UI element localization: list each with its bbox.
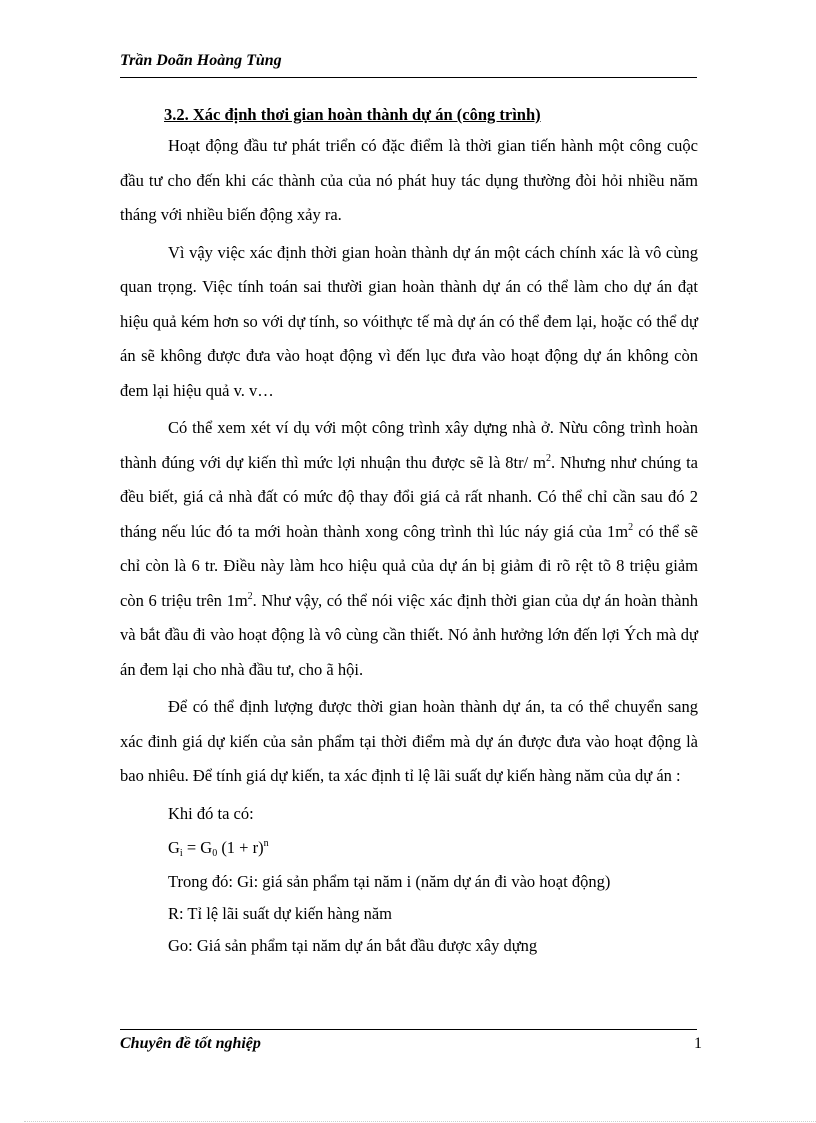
page-edge-divider xyxy=(24,1121,816,1122)
paragraph-3 xyxy=(120,411,698,687)
paragraph-3-part-b: . Nhưng như chúng ta đều biết, giá cả nhà đất có mức độ thay đổi giá cả rất nhanh. Có thể chỉ cần sau đó 2 tháng nếu lúc đó ta mới hoàn thành xong công trình thì lúc náy giá của 1m xyxy=(120,452,698,541)
formula-sub-i: i xyxy=(179,848,183,859)
paragraph-3-part-c: có thể sẽ chỉ còn là 6 tr. Điều này làm hco hiệu quả của dự án bị giảm đi rõ rệt tõ 8 triệu giảm còn 6 triệu trên 1m xyxy=(120,521,698,610)
paragraph-1: Hoạt động đầu tư phát triển có đặc điểm là thời gian tiến hành một công cuộc đầu tư cho đến khi các thành của của nó phát huy tác dụng thường đòi hỏi nhiều năm tháng với nhiều biến động xảy ra. xyxy=(120,136,698,224)
paragraph-3-part-a: Có thể xem xét ví dụ với một công trình xây dựng nhà ở. Nừu công trình hoàn thành đúng với dự kiến thì mức lợi nhuận thu được sẽ là 8tr/ m xyxy=(120,418,698,472)
superscript-square: 2 xyxy=(545,452,551,464)
footer-title: Chuyên đề tốt nghiệp xyxy=(120,1035,261,1052)
formula-intro: Khi đó ta có: xyxy=(168,803,254,823)
formula-sup-n: n xyxy=(263,838,269,849)
formula-eq: = G xyxy=(182,838,213,857)
paragraph-4: Để có thể định lượng được thời gian hoàn thành dự án, ta có thể chuyển sang xác đinh giá dự kiến của sản phẩm tại thời điểm mà dự án được đưa vào hoạt động là bao nhiêu. Để tính giá dự kiến, ta xác định tỉ lệ lãi suất dự kiến hàng năm của dự án : xyxy=(120,697,698,785)
formula-sub-0: 0 xyxy=(212,848,218,859)
running-header-author: Trần Doãn Hoàng Tùng xyxy=(120,52,282,69)
superscript-square: 2 xyxy=(247,590,253,602)
page-body xyxy=(120,102,698,962)
definition-go: Go: Giá sản phẩm tại năm dự án bắt đầu được xây dựng xyxy=(168,935,538,955)
footer-rule xyxy=(120,1029,697,1030)
definition-r: R: Tỉ lệ lãi suất dự kiến hàng năm xyxy=(168,903,393,923)
formula xyxy=(168,831,698,866)
paragraph-2: Vì vậy việc xác định thời gian hoàn thành dự án một cách chính xác là vô cùng quan trọng. Việc tính toán sai thười gian hoàn thành dự án có thể làm cho dự án đạt hiệu quả kém hơn so với dự tính, so vóithực tế mà dự án có thể đem lại, hoặc có thể dự án sẽ không được đưa vào hoạt động vì đến lục đưa vào hoạt động dự án không còn đem lại hiệu quả v. v… xyxy=(120,242,698,400)
section-heading: 3.2. Xác định thơi gian hoàn thành dự án (công trình) xyxy=(164,105,541,124)
formula-g: G xyxy=(168,838,180,857)
page-number: 1 xyxy=(694,1035,702,1052)
superscript-square: 2 xyxy=(628,521,634,533)
paragraph-3-part-d: . Như vậy, có thể nói việc xác định thời gian của dự án hoàn thành và bắt đầu đi vào hoạt động là vô cùng cần thiết. Nó ảnh hưởng lớn đến lợi Ých mà dự án đem lại cho nhà đầu tư, cho ã hội. xyxy=(120,590,698,679)
header-rule xyxy=(120,77,697,78)
formula-rest: (1 + r) xyxy=(217,838,264,857)
definition-gi: Trong đó: Gi: giá sản phẩm tại năm i (năm dự án đi vào hoạt động) xyxy=(168,871,611,891)
